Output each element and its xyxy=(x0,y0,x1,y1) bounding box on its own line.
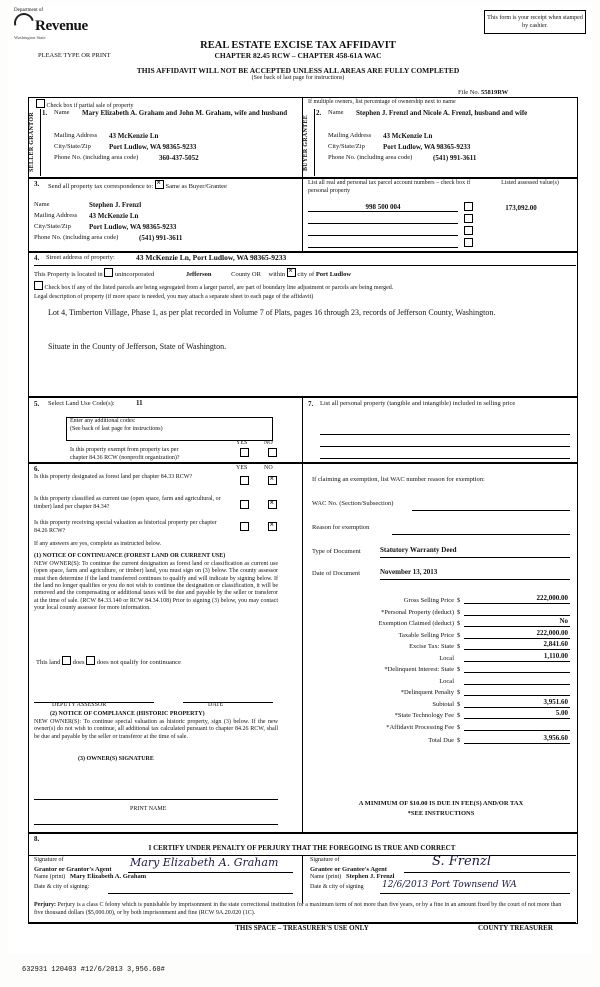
this-land-row[interactable] xyxy=(36,656,181,666)
grantor-name-value: Mary Elizabeth A. Graham xyxy=(70,873,147,880)
assessed-value-0: 173,092.00 xyxy=(505,204,537,212)
grantor-sig-line xyxy=(128,872,293,873)
notice-continuance-title: (1) NOTICE OF CONTINUANCE (FOREST LAND OR CURRENT USE) xyxy=(34,553,226,559)
question-3-no-checkbox[interactable] xyxy=(268,522,277,531)
street-address-label: Street address of property: xyxy=(46,254,115,261)
money-value-4: 2,841.60 xyxy=(464,640,570,650)
notice-continuance-body: NEW OWNER(S): To continue the current designation as forest land or classification as current use (open space, farm and agriculture, or timber) land, you must sign on (3) below. The county assessor must then determine if the land transferred continues to qualify and will indicate by signing below. If the land no longer qualifies or you do not wish to continue the designation or classification, it will be removed and the compensating or additional taxes will be due and payable by the seller or transferor at the time of sale. (RCW 84.33.140 or RCW 84.34.108) Prior to signing (3) below, you may contact your local county assessor for more information. xyxy=(34,561,278,611)
revenue-swirl-icon xyxy=(10,9,37,36)
buyer-phone-label: Phone No. (including area code) xyxy=(328,154,413,161)
deputy-assessor-label: DEPUTY ASSESSOR xyxy=(52,702,107,708)
county-value: Jefferson xyxy=(185,271,212,278)
money-row xyxy=(312,709,570,719)
money-value-10: 5.00 xyxy=(464,709,570,719)
parcel-number-1 xyxy=(308,223,458,224)
dollar-sign: $ xyxy=(457,620,461,627)
logo-revenue-text: Revenue xyxy=(14,13,134,35)
footer-code: 632931 120403 #12/6/2013 3,956.60# xyxy=(22,966,165,974)
property-location-row[interactable] xyxy=(34,268,351,278)
partial-sale-checkbox[interactable] xyxy=(36,99,45,108)
money-row xyxy=(312,663,570,673)
segregated-label: Check box if any of the listed parcels are being segregated from a larger parcel, are part of boundary line adjustment or parcels are being merged. xyxy=(44,285,394,291)
owners-signature-title: (3) OWNER(S) SIGNATURE xyxy=(78,756,154,762)
wac-value[interactable] xyxy=(412,500,570,511)
buyer-number: 2. xyxy=(316,109,322,117)
money-value-9: 3,951.60 xyxy=(464,698,570,708)
dollar-sign: $ xyxy=(457,597,461,604)
print-name-label: PRINT NAME xyxy=(130,806,167,812)
question-1-no-checkbox[interactable] xyxy=(268,476,277,485)
form-instructions-note: (See back of last page for instructions) xyxy=(251,75,345,81)
same-as-buyer-label: Same as Buyer/Grantee xyxy=(165,183,227,190)
additional-codes-line2: (See back of last page for instructions) xyxy=(70,426,163,432)
exempt-no-label: NO xyxy=(264,440,273,446)
assessed-header: Listed assessed value(s) xyxy=(501,180,559,186)
certify-heading: I CERTIFY UNDER PENALTY OF PERJURY THAT THE FOREGOING IS TRUE AND CORRECT xyxy=(148,844,456,852)
partial-sale-check[interactable] xyxy=(36,99,133,109)
parcel-number-0: 998 500 004 xyxy=(308,203,458,212)
parcel-personal-checkbox-3[interactable] xyxy=(464,238,473,247)
county-treasurer-label: COUNTY TREASURER xyxy=(478,924,553,932)
located-in-label: This Property is located in xyxy=(34,271,103,278)
city-of-label: city of xyxy=(297,271,315,278)
taxpayer-citystatezip-value: Port Ludlow, WA 98365-9233 xyxy=(89,223,177,231)
buyer-citystatezip-row xyxy=(328,143,568,151)
dollar-sign: $ xyxy=(457,631,461,639)
money-value-12: 3,956.60 xyxy=(464,734,570,744)
money-label-9: Subtotal xyxy=(432,700,454,708)
buyer-mailing-row xyxy=(328,132,568,140)
money-table xyxy=(312,594,570,745)
parcel-personal-checkbox-1[interactable] xyxy=(464,214,473,223)
question-3-label: Is this property receiving special valuation as historical property per chapter 84.26 RCW? xyxy=(34,520,217,534)
money-row xyxy=(312,721,570,731)
questions-divider xyxy=(28,462,303,832)
grantee-name-label: Name (print) xyxy=(310,874,342,880)
money-value-8 xyxy=(464,686,570,696)
certify-divider-v xyxy=(302,855,303,903)
does-label: does xyxy=(72,659,85,666)
landuse-value: 11 xyxy=(136,399,143,407)
parcel-number-2 xyxy=(308,235,458,236)
buyer-band: BUYER GRANTEE xyxy=(303,109,315,176)
taxpayer-mailing-row xyxy=(34,212,284,220)
segregated-checkbox[interactable] xyxy=(34,281,43,290)
grantor-sig-label: Signature of xyxy=(34,857,64,863)
owners-signature-line[interactable] xyxy=(34,789,278,800)
seller-citystatezip-row xyxy=(54,143,294,151)
personal-property-label: List all personal property (tangible and intangible) included in selling price xyxy=(320,400,516,407)
money-label-12: Total Due xyxy=(428,736,454,744)
questions-note: If any answers are yes, complete as instructed below. xyxy=(34,541,162,547)
taxpayer-name-row xyxy=(34,201,284,209)
seller-name-value: Mary Elizabeth A. Graham and John M. Graham, wife and husband xyxy=(82,109,288,117)
partial-sale-label: Check box if partial sale of property xyxy=(46,103,134,109)
street-number: 4. xyxy=(34,254,40,262)
money-label-0: Gross Selling Price xyxy=(403,597,454,604)
send-correspondence-row[interactable] xyxy=(48,180,227,190)
seller-band: SELLER GRANTOR xyxy=(29,109,41,176)
question-1-yes-checkbox[interactable] xyxy=(240,476,249,485)
exempt-no-checkbox[interactable] xyxy=(268,448,277,457)
within-label: within xyxy=(268,271,286,278)
money-row xyxy=(312,606,570,616)
same-as-buyer-checkbox[interactable] xyxy=(155,180,164,189)
grantor-signature[interactable]: Mary Elizabeth A. Graham xyxy=(130,856,279,869)
additional-codes-line1: Enter any additional codes: xyxy=(70,418,136,424)
seller-citystatezip-value: Port Ludlow, WA 98365-9233 xyxy=(109,143,197,151)
dollar-sign: $ xyxy=(457,643,461,650)
exempt-line2: chapter 84.36 RCW (nonprofit organization)? xyxy=(70,455,180,461)
money-value-6 xyxy=(464,663,570,673)
money-label-10: *State Technology Fee xyxy=(394,712,454,719)
perjury-title: Perjury: xyxy=(34,902,56,908)
segregated-row[interactable] xyxy=(34,281,564,291)
grantee-sig-line xyxy=(404,872,570,873)
personal-property-line-3[interactable] xyxy=(320,446,570,459)
money-label-6: *Delinquent Interest: State xyxy=(384,666,454,673)
seller-name-row xyxy=(54,109,294,117)
seller-mailing-value: 43 McKenzie Ln xyxy=(109,132,159,140)
landuse-label: Select Land Use Code(s): xyxy=(48,400,115,407)
parcel-personal-checkbox-2[interactable] xyxy=(464,226,473,235)
money-row xyxy=(312,698,570,708)
money-value-7 xyxy=(464,675,570,685)
seller-phone-row xyxy=(54,154,294,162)
taxpayer-citystatezip-row xyxy=(34,223,284,231)
does-qualify-checkbox[interactable] xyxy=(62,656,71,665)
question-2-label: Is this property classified as current use (open space, farm and agricultural, or timber) land per chapter 84.34? xyxy=(34,496,221,510)
reason-value[interactable] xyxy=(392,524,570,535)
send-correspondence-label: Send all property tax correspondence to: xyxy=(48,183,154,190)
money-row xyxy=(312,617,570,627)
legal-description-note: Legal description of property (if more space is needed, you may attach a separate sheet to each page of the affidavit) xyxy=(34,294,314,300)
street-underline xyxy=(34,251,576,266)
buyer-mailing-value: 43 McKenzie Ln xyxy=(383,132,433,140)
perjury-body: Perjury is a class C felony which is punishable by imprisonment in the state correctional institution for a maximum term of not more than five years, or by a fine in an amount fixed by the court of not more than five thousand dollars ($5,000.00), or by both imprisonment and fine (RCW 9A.20.020 (1C). xyxy=(34,902,562,916)
money-value-5: 1,110.00 xyxy=(464,652,570,662)
money-row xyxy=(312,675,570,685)
exempt-line1: Is this property exempt from property tax per xyxy=(70,447,179,453)
buyer-mailing-label: Mailing Address xyxy=(328,132,372,139)
form-subtitle-chapter: CHAPTER 82.45 RCW – CHAPTER 458-61A WAC xyxy=(214,51,382,60)
this-land-label: This land xyxy=(36,659,61,666)
street-address-value: 43 McKenzie Ln, Port Ludlow, WA 98365-9233 xyxy=(136,253,287,262)
money-row xyxy=(312,594,570,604)
multiple-owners-note: If multiple owners, list percentage of ownership next to name xyxy=(308,99,456,105)
buyer-phone-value: (541) 991-3611 xyxy=(433,154,477,162)
dollar-sign: $ xyxy=(457,608,461,616)
grantor-name-label: Name (print) xyxy=(34,874,66,880)
money-row xyxy=(312,686,570,696)
questions-number: 6. xyxy=(34,465,40,473)
please-type-label: PLEASE TYPE OR PRINT xyxy=(38,52,111,59)
dollar-sign: $ xyxy=(457,736,461,744)
see-instructions-note: *SEE INSTRUCTIONS xyxy=(407,810,475,817)
money-label-2: Exemption Claimed (deduct) xyxy=(378,620,454,627)
taxpayer-mailing-value: 43 McKenzie Ln xyxy=(89,212,139,220)
personal-property-number: 7. xyxy=(308,400,314,408)
logo-state-text: Washington State xyxy=(14,35,46,40)
doc-date-value: November 13, 2013 xyxy=(380,568,570,580)
money-label-3: Taxable Selling Price xyxy=(398,631,454,639)
grantor-sig-label2: Grantor or Grantor's Agent xyxy=(34,866,112,873)
notice-compliance-body: NEW OWNER(S): To continue special valuation as historic property, sign (3) below. If the new owner(s) do not wish to continue, all additional tax calculated pursuant to chapter 84.26 RCW, shall be due and payable by the seller or transferor at the time of sale. xyxy=(34,719,278,740)
dollar-sign: $ xyxy=(457,712,461,719)
taxpayer-number: 3. xyxy=(34,180,40,188)
receipt-note-box: This form is your receipt when stamped by cashier. xyxy=(484,10,586,34)
grantee-name-value: Stephen J. Frenzl xyxy=(346,873,395,880)
taxpayer-phone-row xyxy=(34,234,284,242)
logo-department-text: Department of xyxy=(14,8,44,13)
money-row xyxy=(312,734,570,744)
parcel-row xyxy=(308,200,572,212)
money-label-4: Excise Tax: State xyxy=(409,643,454,650)
form-title: REAL ESTATE EXCISE TAX AFFIDAVIT xyxy=(200,40,396,51)
grantor-date-value[interactable] xyxy=(108,884,293,894)
dollar-sign: $ xyxy=(457,723,461,731)
certify-number: 8. xyxy=(34,835,40,843)
taxpayer-name-label: Name xyxy=(34,201,50,208)
exemption-claim-label: If claiming an exemption, list WAC number reason for exemption: xyxy=(312,476,485,483)
city-checkbox[interactable] xyxy=(287,268,296,277)
treasurer-space-label: THIS SPACE – TREASURER'S USE ONLY xyxy=(235,924,369,932)
seller-citystatezip-label: City/State/Zip xyxy=(54,143,91,150)
seller-mailing-label: Mailing Address xyxy=(54,132,98,139)
grantee-signature[interactable]: S. Frenzl xyxy=(432,854,492,869)
buyer-name-label: Name xyxy=(328,109,344,116)
seller-number: 1. xyxy=(42,109,48,117)
legal-description-text-2: Situate in the County of Jefferson, State of Washington. xyxy=(48,342,227,351)
buyer-citystatezip-label: City/State/Zip xyxy=(328,143,365,150)
seller-phone-value: 360-437-5052 xyxy=(159,154,199,162)
seller-name-label: Name xyxy=(54,109,70,116)
dollar-sign: $ xyxy=(457,666,461,673)
questions-no-label: NO xyxy=(264,465,273,471)
minimum-due-note: A MINIMUM OF $10.00 IS DUE IN FEE(S) AND/OR TAX xyxy=(358,800,524,807)
notice-compliance-title: (2) NOTICE OF COMPLIANCE (HISTORIC PROPERTY) xyxy=(50,711,205,717)
county-or-label: County OR xyxy=(231,271,261,278)
exempt-yes-checkbox[interactable] xyxy=(240,448,249,457)
money-row xyxy=(312,652,570,662)
deputy-date-label: DATE xyxy=(208,702,224,708)
exempt-yes-label: YES xyxy=(236,440,248,446)
taxpayer-phone-label: Phone No. (including area code) xyxy=(34,234,119,241)
money-label-8: *Delinquent Penalty xyxy=(400,689,454,696)
grantee-sig-label: Signature of xyxy=(310,857,340,863)
doc-type-value: Statutory Warranty Deed xyxy=(380,546,570,558)
dollar-sign: $ xyxy=(457,700,461,708)
seller-mailing-row xyxy=(54,132,294,140)
doc-date-label: Date of Document xyxy=(312,570,361,577)
grantee-sig-label2: Grantee or Grantee's Agent xyxy=(310,866,387,873)
buyer-citystatezip-value: Port Ludlow, WA 98365-9233 xyxy=(383,143,471,151)
money-row xyxy=(312,629,570,639)
money-label-5: Local xyxy=(439,654,454,662)
money-label-1: *Personal Property (deduct) xyxy=(381,608,454,616)
question-2-yes-checkbox[interactable] xyxy=(240,500,249,509)
buyer-phone-row xyxy=(328,154,568,162)
money-value-11 xyxy=(464,721,570,731)
grantee-date-line xyxy=(380,893,570,894)
dollar-sign: $ xyxy=(457,689,461,696)
wac-label: WAC No. (Section/Subsection) xyxy=(312,500,394,507)
money-value-1 xyxy=(464,606,570,616)
deputy-date-line[interactable] xyxy=(183,692,273,703)
does-not-label: does not qualify for continuance xyxy=(96,659,181,666)
money-value-3: 222,000.00 xyxy=(464,629,570,639)
question-2-no-checkbox[interactable] xyxy=(268,500,277,509)
parcel-row xyxy=(308,224,572,236)
money-value-2: No xyxy=(464,617,570,627)
affidavit-sheet xyxy=(8,4,592,974)
perjury-note xyxy=(34,902,570,918)
money-row xyxy=(312,640,570,650)
doc-type-label: Type of Document xyxy=(312,548,361,555)
parcel-row xyxy=(308,212,572,224)
file-number: File No. 55819RW xyxy=(458,89,509,96)
seller-phone-label: Phone No. (including area code) xyxy=(54,154,139,161)
money-label-11: *Affidavit Processing Fee xyxy=(386,723,454,731)
question-1-label: Is this property designated as forest land per chapter 84.33 RCW? xyxy=(34,474,193,480)
legal-description-text-1: Lot 4, Timberton Village, Phase 1, as per plat recorded in Volume 7 of Plats, pages 16 through 23, records of Jefferson County, Washington. xyxy=(48,308,496,317)
money-value-0: 222,000.00 xyxy=(464,594,570,604)
parcel-header: List all real and personal tax parcel account numbers – check box if personal property xyxy=(308,180,471,194)
buyer-name-value: Stephen J. Frenzl and Nicole A. Frenzl, husband and wife xyxy=(356,109,528,117)
unincorporated-checkbox[interactable] xyxy=(104,268,113,277)
money-label-7: Local xyxy=(439,677,454,685)
grantee-date-value[interactable]: 12/6/2013 Port Townsend WA xyxy=(382,880,517,890)
unincorporated-label: unincorporated xyxy=(114,271,155,278)
grantor-date-label: Date & city of signing: xyxy=(34,884,90,890)
grantee-date-label: Date & city of signing xyxy=(310,884,364,890)
parcel-number-3 xyxy=(308,247,458,248)
parcel-personal-checkbox-0[interactable] xyxy=(464,202,473,211)
form-warning: THIS AFFIDAVIT WILL NOT BE ACCEPTED UNLESS ALL AREAS ARE FULLY COMPLETED xyxy=(136,66,460,75)
does-not-qualify-checkbox[interactable] xyxy=(86,656,95,665)
dor-logo xyxy=(14,8,134,40)
print-name-line[interactable] xyxy=(34,814,278,825)
question-3-yes-checkbox[interactable] xyxy=(240,522,249,531)
landuse-number: 5. xyxy=(34,400,40,408)
taxpayer-citystatezip-label: City/State/Zip xyxy=(34,223,71,230)
city-value: Port Ludlow xyxy=(315,271,352,278)
taxpayer-phone-value: (541) 991-3611 xyxy=(139,234,183,242)
taxpayer-mailing-label: Mailing Address xyxy=(34,212,78,219)
questions-yes-label: YES xyxy=(236,465,248,471)
parcel-row xyxy=(308,236,572,248)
buyer-name-row xyxy=(328,109,568,117)
taxpayer-name-value: Stephen J. Frenzl xyxy=(89,201,142,209)
reason-label: Reason for exemption xyxy=(312,524,370,531)
